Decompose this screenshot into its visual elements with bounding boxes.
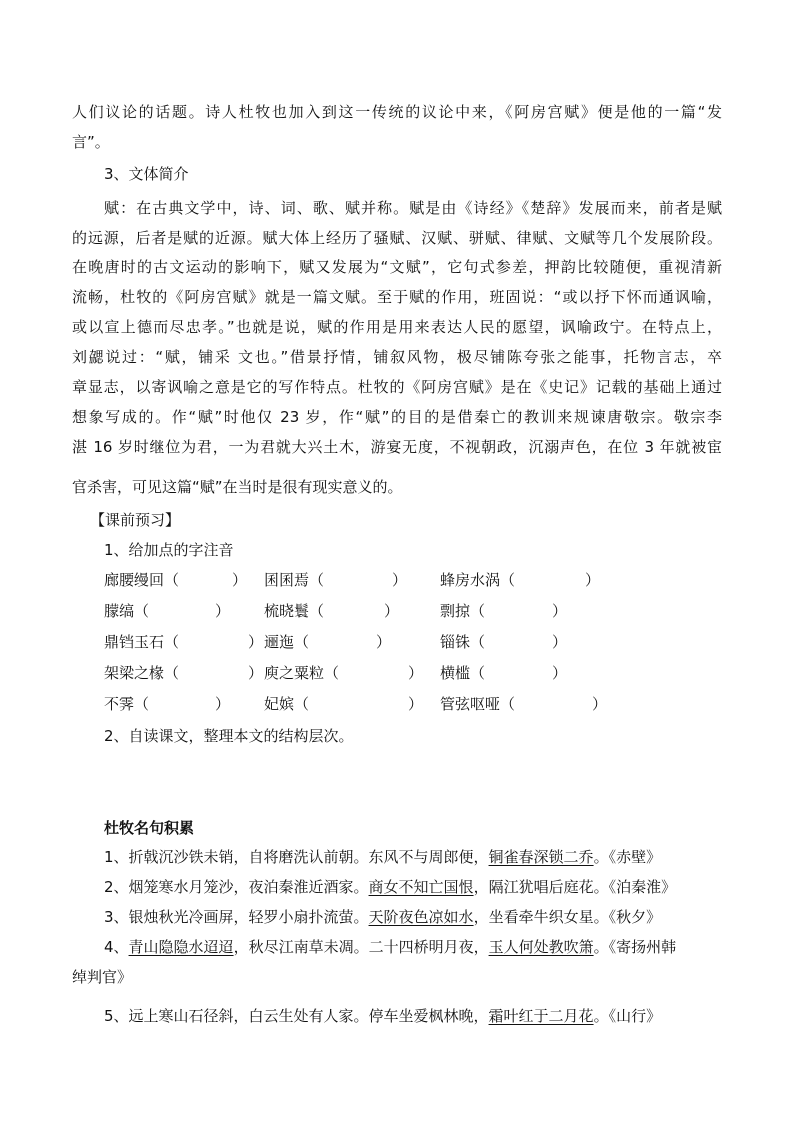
- preview-task-1: 1、给加点的字注音: [104, 541, 234, 559]
- quote-underlined: 商女不知亡国恨: [368, 878, 474, 896]
- quote-text: ，秋尽江南草未凋。二十四桥明月夜，: [233, 938, 489, 956]
- answer-blank[interactable]: ）: [408, 664, 424, 682]
- quote-text: 4、: [104, 938, 129, 956]
- pronunciation-item: 剽掠（: [440, 602, 486, 620]
- quote-underlined: 霜叶红于二月花: [488, 1007, 594, 1025]
- pronunciation-item: 逦迤（: [264, 633, 310, 651]
- quote-item: [104, 937, 722, 957]
- pronunciation-item: 朦缟（: [104, 602, 150, 620]
- pronunciation-item: 庾之粟粒（: [264, 664, 340, 682]
- answer-blank[interactable]: ）: [215, 695, 231, 713]
- pronunciation-item: 鼎铛玉石（: [104, 633, 180, 651]
- pronunciation-item: 横槛（: [440, 664, 486, 682]
- pronunciation-item: 妃嫔（: [264, 695, 310, 713]
- quote-underlined: 天阶夜色凉如水: [368, 908, 474, 926]
- quote-source: 。《寄扬州韩: [593, 938, 677, 956]
- style-paragraph-line: 想象写成的。作“赋”时他仅 23 岁，作“赋”的目的是借秦亡的教训来规谏唐敬宗。敬宗李: [72, 408, 722, 426]
- pronunciation-item: 蜂房水涡（: [440, 571, 516, 589]
- quote-text: 1、折戟沉沙铁未销，自将磨洗认前朝。东风不与周郎便，: [104, 848, 489, 866]
- answer-blank[interactable]: ）: [592, 695, 608, 713]
- style-paragraph-line: 官杀害，可见这篇“赋”在当时是很有现实意义的。: [72, 478, 403, 496]
- pronunciation-item: 廊腰缦回（: [104, 571, 180, 589]
- quote-item: [104, 1006, 722, 1026]
- pronunciation-item: 架梁之椽（: [104, 664, 180, 682]
- preview-task-2: 2、自读课文，整理本文的结构层次。: [104, 727, 354, 745]
- quote-source: ，坐看牵牛织女星。《秋夕》: [473, 908, 662, 926]
- answer-blank[interactable]: ）: [248, 664, 264, 682]
- style-paragraph-line: 或以宣上德而尽忠孝。”也就是说，赋的作用是用来表达人民的愿望，讽喻政宁。在特点上，: [72, 318, 722, 336]
- pronunciation-item: 锱铢（: [440, 633, 486, 651]
- intro-line-2: 言”。: [72, 133, 110, 151]
- intro-line-1: 人们议论的话题。诗人杜牧也加入到这一传统的议论中来，《阿房宫赋》便是他的一篇“发: [72, 103, 722, 121]
- answer-blank[interactable]: ）: [376, 633, 392, 651]
- answer-blank[interactable]: ）: [552, 602, 568, 620]
- quote-item: [104, 847, 722, 867]
- style-paragraph-line: 赋：在古典文学中，诗、词、歌、赋并称。赋是由《诗经》《楚辞》发展而来，前者是赋: [104, 199, 722, 217]
- answer-blank[interactable]: ）: [392, 571, 408, 589]
- answer-blank[interactable]: ）: [248, 633, 264, 651]
- quote-continuation: 绰判官》: [72, 968, 133, 986]
- quote-item: [104, 907, 722, 927]
- answer-blank[interactable]: ）: [408, 695, 424, 713]
- style-paragraph-line: 的远源，后者是赋的近源。赋大体上经历了骚赋、汉赋、骈赋、律赋、文赋等几个发展阶段。: [72, 229, 722, 247]
- quote-item: [104, 877, 722, 897]
- quote-source: ，隔江犹唱后庭花。《泊秦淮》: [473, 878, 677, 896]
- pronunciation-item: 囷囷焉（: [264, 571, 325, 589]
- quote-source: 。《赤壁》: [593, 848, 662, 866]
- quote-source: 。《山行》: [593, 1007, 662, 1025]
- answer-blank[interactable]: ）: [384, 602, 400, 620]
- pronunciation-item: 管弦呕哑（: [440, 695, 516, 713]
- quote-underlined: 铜雀春深锁二乔: [488, 848, 594, 866]
- answer-blank[interactable]: ）: [585, 571, 601, 589]
- pronunciation-item: 不霁（: [104, 695, 150, 713]
- style-paragraph-line: 刘勰说过：“赋，铺采 文也。”借景抒情，铺叙风物，极尽铺陈夸张之能事，托物言志，卒: [72, 348, 722, 366]
- style-paragraph-line: 章显志，以寄讽喻之意是它的写作特点。杜牧的《阿房宫赋》是在《史记》记载的基础上通过: [72, 378, 722, 396]
- quotes-heading: 杜牧名句积累: [104, 819, 195, 837]
- quote-underlined: 玉人何处教吹箫: [488, 938, 594, 956]
- style-section-heading: 3、文体简介: [104, 165, 189, 183]
- style-paragraph-line: 湛 16 岁时继位为君，一为君就大兴土木，游宴无度，不视朝政，沉溺声色，在位 3 年就被宦: [72, 438, 722, 456]
- answer-blank[interactable]: ）: [215, 602, 231, 620]
- answer-blank[interactable]: ）: [552, 664, 568, 682]
- quote-underlined: 青山隐隐水迢迢: [128, 938, 234, 956]
- preview-heading: 【课前预习】: [90, 511, 181, 529]
- answer-blank[interactable]: ）: [232, 571, 248, 589]
- pronunciation-item: 梳晓鬟（: [264, 602, 325, 620]
- style-paragraph-line: 流畅，杜牧的《阿房宫赋》就是一篇文赋。至于赋的作用，班固说：“或以抒下怀而通讽喻，: [72, 288, 722, 306]
- quote-text: 3、银烛秋光冷画屏，轻罗小扇扑流萤。: [104, 908, 369, 926]
- answer-blank[interactable]: ）: [552, 633, 568, 651]
- quote-text: 5、远上寒山石径斜，白云生处有人家。停车坐爱枫林晚，: [104, 1007, 489, 1025]
- style-paragraph-line: 在晚唐时的古文运动的影响下，赋又发展为“文赋”，它句式参差，押韵比较随便，重视清新: [72, 258, 722, 276]
- quote-text: 2、烟笼寒水月笼沙，夜泊秦淮近酒家。: [104, 878, 369, 896]
